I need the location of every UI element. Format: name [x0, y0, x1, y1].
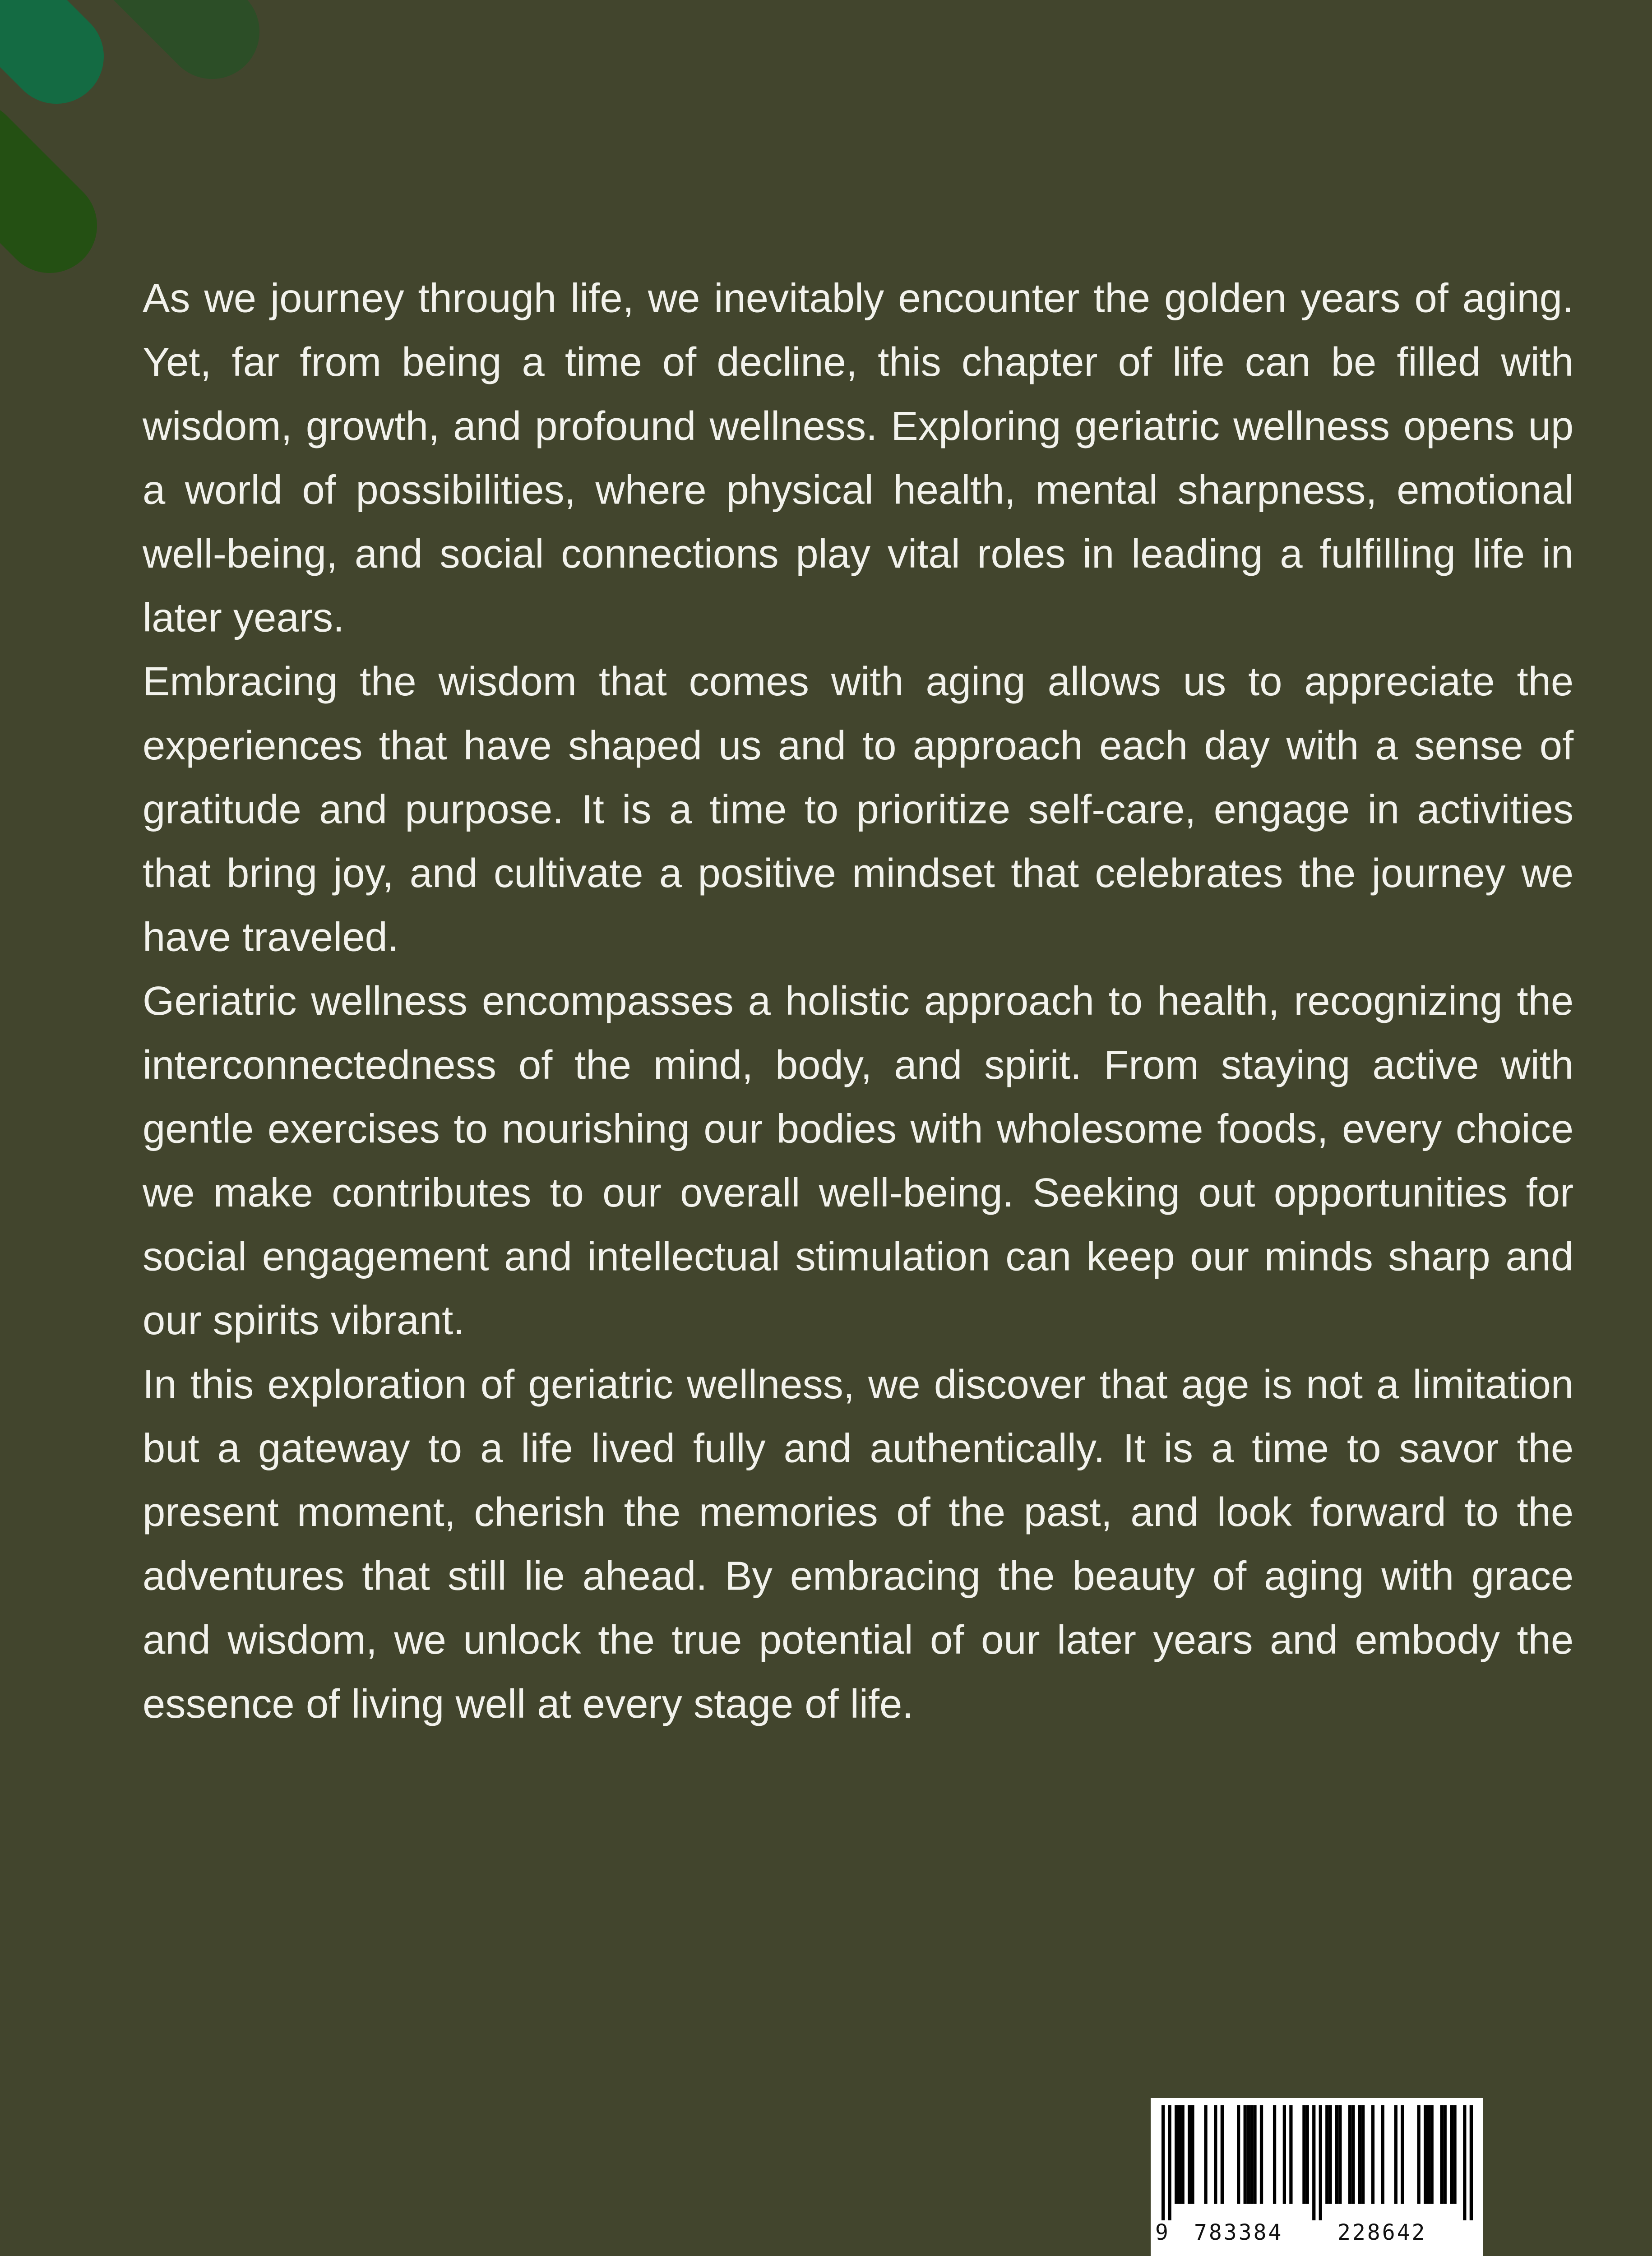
barcode-bar [1250, 2105, 1253, 2204]
barcode-guard-bar [1470, 2105, 1473, 2220]
barcode-bar [1181, 2105, 1185, 2204]
blurb-paragraph-2: Embracing the wisdom that comes with aging allows us to appreciate the experiences that have shaped us and to approach each day with a sense of gratitude and purpose. It is a time to prioritize self-care, engage in activities that bring joy, and cultivate a positive mindset that celebrates the journey we have traveled. [143, 658, 1574, 960]
barcode-guard-bar [1319, 2105, 1322, 2220]
barcode-guard-bar [1463, 2105, 1466, 2220]
stripe-1 [0, 0, 56, 56]
isbn-barcode [1151, 2098, 1483, 2256]
barcode-bar [1335, 2105, 1338, 2204]
barcode-bar [1273, 2105, 1276, 2204]
barcode-right-digits: 228642 [1337, 2220, 1427, 2245]
barcode-bar [1358, 2105, 1361, 2204]
barcode-bar [1306, 2105, 1309, 2204]
barcode-bar [1260, 2105, 1263, 2204]
blurb-paragraph-1: As we journey through life, we inevitably encounter the golden years of aging. Yet, far from being a time of decline, this chapter of life can be filled with wisdom, growth, and profound wellness. Exploring geriatric wellness opens up a world of possibilities, where physical health, mental sharpness, emotional well-being, and social connections play vital roles in leading a fulfilling life in later years. [143, 275, 1574, 640]
barcode-bar [1444, 2105, 1447, 2204]
barcode-bar [1371, 2105, 1374, 2204]
barcode-bar [1440, 2105, 1443, 2204]
barcode-bar [1430, 2105, 1434, 2204]
back-cover-blurb [143, 266, 1573, 1736]
barcode-bar [1247, 2105, 1250, 2204]
barcode-bars [1161, 2105, 1473, 2220]
blurb-paragraph-4: In this exploration of geriatric wellness, we discover that age is not a limitation but a gateway to a life lived fully and authentically. It is a time to savor the present moment, cherish the memories of the past, and look forward to the adventures that still lie ahead. By embracing the beauty of aging with grace and wisdom, we unlock the true potential of our later years and embody the essence of living well at every stage of life. [143, 1361, 1574, 1726]
barcode-bar [1381, 2105, 1384, 2204]
barcode-bar [1188, 2105, 1191, 2204]
barcode-bar [1424, 2105, 1427, 2204]
barcode-bar [1338, 2105, 1342, 2204]
barcode-bar [1191, 2105, 1194, 2204]
barcode-bar [1401, 2105, 1404, 2204]
barcode-bar [1453, 2105, 1456, 2204]
barcode-bar [1348, 2105, 1351, 2204]
barcode-bar [1417, 2105, 1421, 2204]
barcode-bar [1221, 2105, 1224, 2204]
stripe-2 [126, 0, 212, 32]
barcode-bar [1450, 2105, 1453, 2204]
barcode-bar [1283, 2105, 1286, 2204]
barcode-lead-digit: 9 [1155, 2220, 1170, 2245]
barcode-bar [1204, 2105, 1207, 2204]
barcode-bar [1394, 2105, 1397, 2204]
barcode-bar [1289, 2105, 1292, 2204]
barcode-guard-bar [1312, 2105, 1315, 2220]
barcode-bar [1253, 2105, 1256, 2204]
barcode-bar [1237, 2105, 1240, 2204]
barcode-bar [1328, 2105, 1332, 2204]
barcode-bar [1351, 2105, 1355, 2204]
barcode-bar [1427, 2105, 1430, 2204]
barcode-bar [1302, 2105, 1305, 2204]
stripe-3 [0, 149, 50, 226]
barcode-bar [1214, 2105, 1217, 2204]
barcode-bar [1175, 2105, 1178, 2204]
barcode-bar [1244, 2105, 1247, 2204]
barcode-bar [1361, 2105, 1365, 2204]
barcode-left-digits: 783384 [1194, 2220, 1283, 2245]
barcode-bar [1325, 2105, 1328, 2204]
blurb-paragraph-3: Geriatric wellness encompasses a holistic approach to health, recognizing the interconnectedness of the mind, body, and spirit. From staying active with gentle exercises to nourishing our bodies with wholesome foods, every choice we make contributes to our overall well-being. Seeking out opportunities for social engagement and intellectual stimulation can keep our minds sharp and our spirits vibrant. [143, 978, 1574, 1343]
barcode-bar [1178, 2105, 1181, 2204]
barcode-guard-bar [1168, 2105, 1171, 2220]
barcode-guard-bar [1161, 2105, 1165, 2220]
